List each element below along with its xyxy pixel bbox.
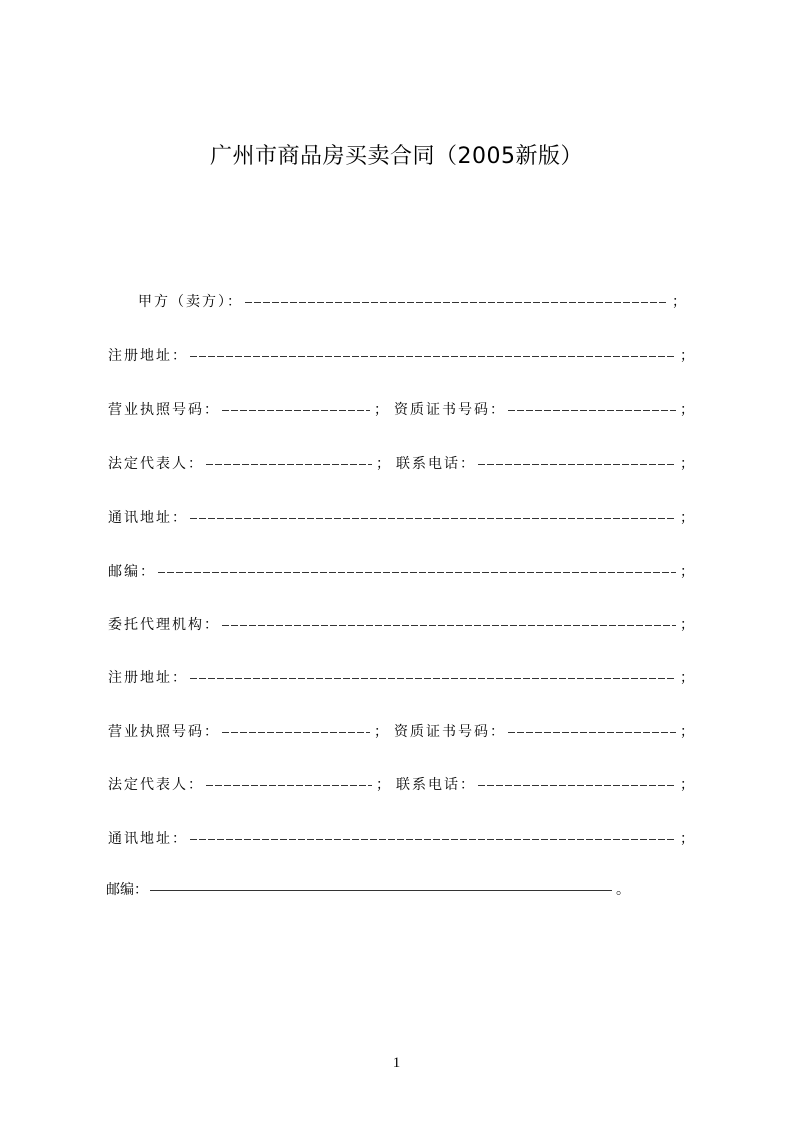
agent-postal-code-blank[interactable]	[150, 890, 612, 891]
field-end-punct: ；	[680, 402, 694, 418]
field-end-punct: ；	[680, 456, 694, 472]
field-label-2: 联系电话：	[396, 456, 476, 472]
field-agent-postal-code	[106, 880, 630, 900]
agent-legal-rep-blank[interactable]	[206, 785, 372, 786]
seller-name-blank[interactable]	[245, 302, 668, 303]
field-separator: ；	[376, 456, 390, 472]
field-label: 甲方（卖方）：	[138, 294, 243, 310]
field-separator: ；	[376, 777, 390, 793]
field-end-punct: ；	[680, 348, 694, 364]
agent-business-license-blank[interactable]	[222, 732, 370, 733]
field-end-punct: ；	[680, 564, 694, 580]
field-label-2: 资质证书号码：	[394, 724, 506, 740]
field-label: 营业执照号码：	[108, 724, 220, 740]
field-label: 法定代表人：	[108, 777, 204, 793]
field-end-punct: ；	[680, 510, 694, 526]
field-agent-mailing-address	[108, 829, 694, 849]
mailing-address-blank[interactable]	[190, 518, 676, 519]
field-agent-legal-rep-phone	[108, 775, 694, 795]
field-end-punct: ；	[680, 724, 694, 740]
field-separator: ；	[374, 402, 388, 418]
field-agent	[108, 615, 694, 635]
page-number: 1	[392, 1055, 401, 1071]
agent-blank[interactable]	[222, 625, 676, 626]
field-label: 通讯地址：	[108, 831, 188, 847]
field-label: 通讯地址：	[108, 510, 188, 526]
field-end-punct: ；	[680, 617, 694, 633]
field-label-2: 联系电话：	[396, 777, 476, 793]
field-postal-code	[108, 562, 694, 582]
field-license-qualification	[108, 400, 694, 420]
field-mailing-address	[108, 508, 694, 528]
field-label: 邮编：	[106, 882, 148, 898]
agent-phone-blank[interactable]	[478, 785, 676, 786]
field-end-punct: ；	[680, 670, 694, 686]
registered-address-blank[interactable]	[190, 356, 676, 357]
field-label: 注册地址：	[108, 670, 188, 686]
phone-blank[interactable]	[478, 464, 676, 465]
agent-qualification-cert-blank[interactable]	[508, 732, 676, 733]
field-agent-registered-address	[108, 668, 694, 688]
field-end-punct: ；	[680, 831, 694, 847]
page-title: 广州市商品房买卖合同（2005新版）	[210, 144, 583, 169]
postal-code-blank[interactable]	[158, 572, 676, 573]
field-label: 法定代表人：	[108, 456, 204, 472]
business-license-blank[interactable]	[222, 410, 370, 411]
field-label: 注册地址：	[108, 348, 188, 364]
qualification-cert-blank[interactable]	[508, 410, 676, 411]
field-separator: ；	[374, 724, 388, 740]
field-end-punct: 。	[616, 882, 630, 898]
field-agent-license-qualification	[108, 722, 694, 742]
field-end-punct: ；	[680, 777, 694, 793]
field-end-punct: ；	[672, 294, 686, 310]
agent-registered-address-blank[interactable]	[190, 678, 676, 679]
field-label-2: 资质证书号码：	[394, 402, 506, 418]
legal-rep-blank[interactable]	[206, 464, 372, 465]
field-label: 营业执照号码：	[108, 402, 220, 418]
field-label: 邮编：	[108, 564, 156, 580]
agent-mailing-address-blank[interactable]	[190, 839, 676, 840]
field-registered-address	[108, 346, 694, 366]
field-label: 委托代理机构：	[108, 617, 220, 633]
field-seller-name	[138, 292, 686, 312]
field-legal-rep-phone	[108, 454, 694, 474]
